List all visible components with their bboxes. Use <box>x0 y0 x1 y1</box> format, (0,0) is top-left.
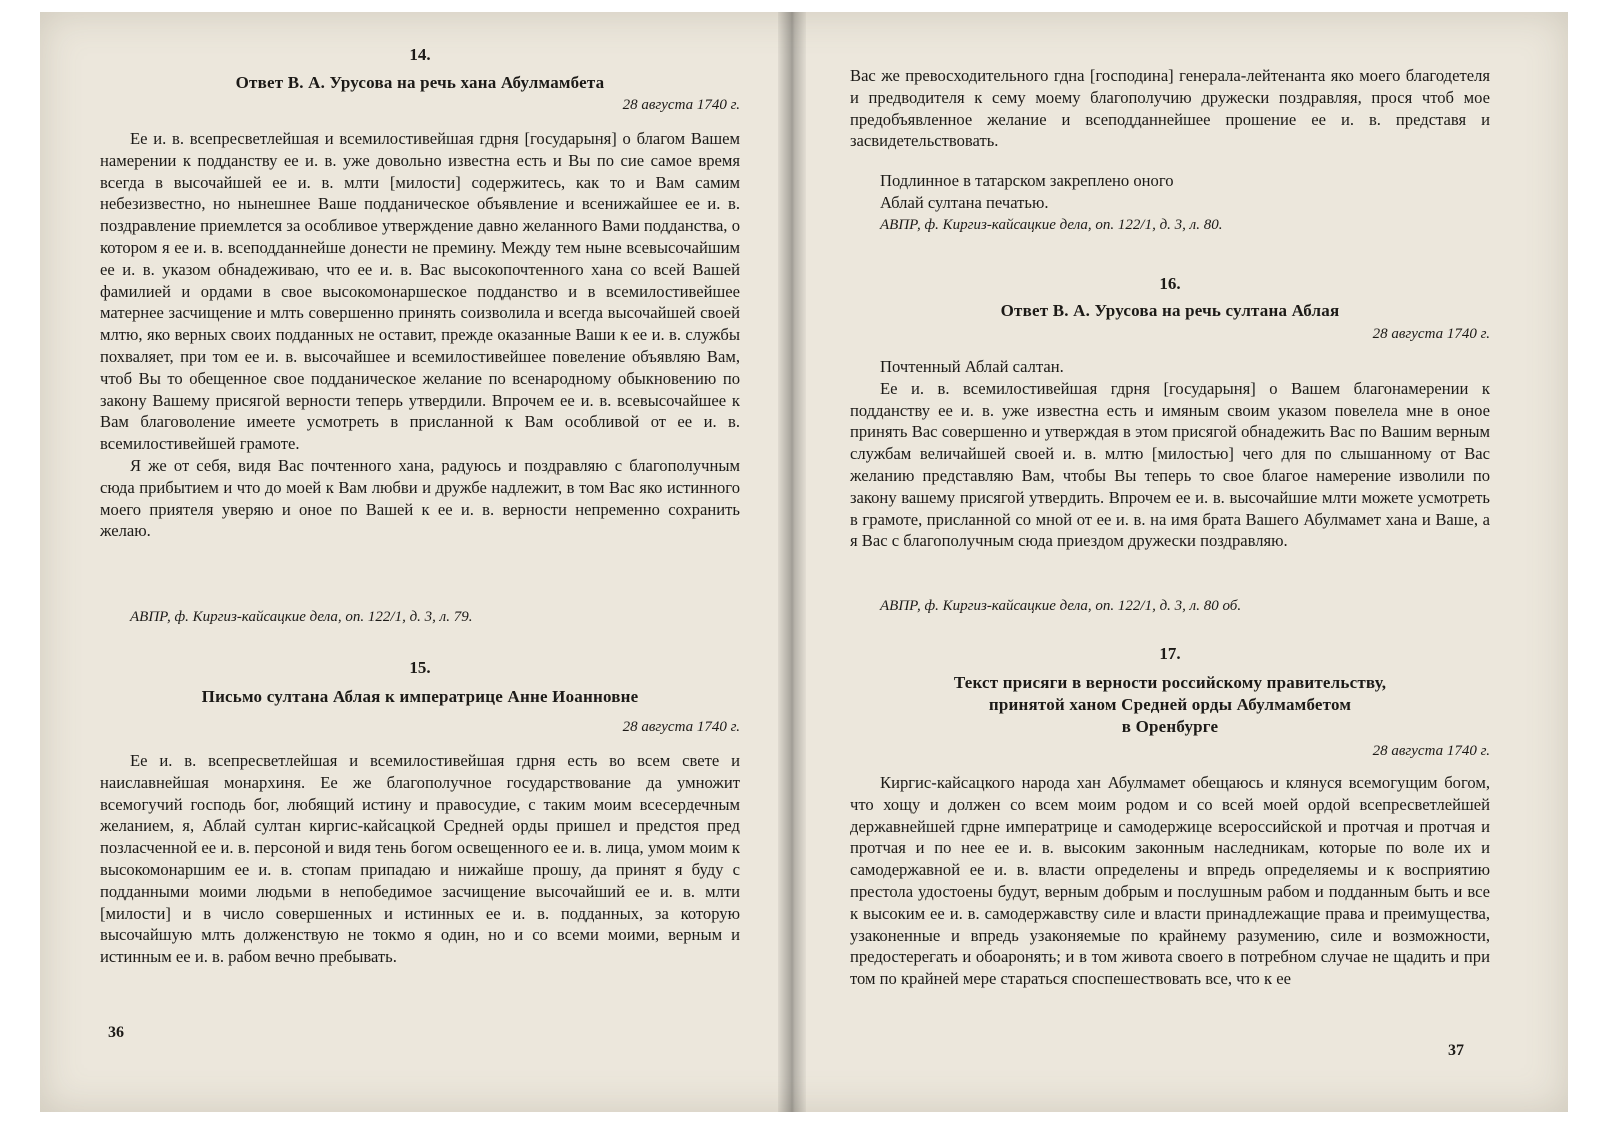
doc14-paragraph-2: Я же от себя, видя Вас почтенного хана, радуюсь и поздравляю с благополучным сюда прибытием и что до моей к Вам любви и дружбе надлежит, в том Вас яко истинного моего приятеля уверяю и оное по Вашей к ее и. в. верности непременно сохранить желаю. <box>100 455 740 541</box>
doc17-title-line-2: принятой ханом Средней орды Абулмамбетом <box>988 695 1352 714</box>
book-gutter <box>778 12 806 1112</box>
doc15-continuation-paragraph: Вас же превосходительного гдна [господина] генерала-лейтенанта яко моего благодетеля и предводителя к сему моему благополучию дружески поздравляя, прося чтоб мое предобъявленное желание и всеподданнейшее прошение ее и. в. представя и засвидетельствовать. <box>850 66 1490 151</box>
doc15-body <box>100 750 740 968</box>
doc17-title <box>850 672 1490 738</box>
doc17-body <box>850 772 1490 990</box>
doc16-salutation: Почтенный Аблай салтан. <box>880 357 1064 376</box>
page-number-right: 37 <box>1448 1042 1464 1059</box>
doc14-body <box>100 128 740 542</box>
doc14-paragraph-1: Ее и. в. всепресветлейшая и всемилостивейшая гдрня [государыня] о благом Вашем намерении к подданству ее и. в. уже довольно известна есть и Вы по сие самое время всегда в высочайшей ее и. в. млти [милости] содержитесь, как то и Вам самим небезизвестно, но нынешнее Ваше подданическое объявление и всенижайшее ее и. в. поздравление приемлется за особливое утверждение давно желанного Вами подданства, о котором я ее и. в. всеподданнейше донести не премину. Между тем ныне всевысочайшим ее и. в. указом обнадеживаю, что ее и. в. Вас высокопочтенного хана со всей Вашей фамилией и ордами в свое высокомонаршеское подданство и в всемилостивейшее матернее засчищение и млть совершенно принять соизволила и всегда высочайшей своей млтю, яко верных своих подданных не оставит, прежде оказанные Ваши к ее и. в. службы похваляет, при том ее и. в. высочайшее и всемилостивейшее повеление объявляю Вам, чтоб Вы то обещенное свое подданическое желание по всенародному обыкновению по закону Вашему присягой верности теперь утвердили. Впрочем ее и. в. всевысочайшее к Вам благоволение имеете усмотреть в присланной к Вам особливой от ее и. в. всемилостивейшей грамоте. <box>100 129 740 454</box>
seal-note-line-2: Аблай султана печатью. <box>880 192 1049 212</box>
doc15-date: 28 августа 1740 г. <box>622 719 740 735</box>
seal-note-line-1: Подлинное в татарском закреплено оного <box>880 171 1174 190</box>
doc14-number: 14. <box>409 45 431 64</box>
page-number-left: 36 <box>108 1024 124 1041</box>
doc16-source: АВПР, ф. Киргиз-кайсацкие дела, оп. 122/1, д. 3, л. 80 об. <box>880 598 1242 614</box>
doc16-paragraph: Ее и. в. всемилостивейшая гдрня [государыня] о Вашем благонамерении к подданству ее и. в. уже известна есть и имяным своим указом повелела мне в оное принять Вас совершенно и утверждая в этом присягой обнадежить Вас по Вашим верным службам величайшей своей и. в. млтю [милостью] чего для по слышанному от Вас желанию представляю Вам, чтобы Вы теперь то свое благое намерение изволили по закону вашему присягой утвердить. Впрочем ее и. в. высочайшие млти можете усмотреть в грамоте, присланной со мной от ее и. в. на имя брата Вашего Абулмамет хана и Ваше, а я Вас с благополучным сюда приездом дружески поздравляю. <box>850 378 1490 551</box>
doc14-date: 28 августа 1740 г. <box>622 97 740 113</box>
doc17-number: 17. <box>1159 644 1181 663</box>
doc16-body <box>850 356 1490 552</box>
doc16-title: Ответ В. А. Урусова на речь султана Аблая <box>1000 301 1340 320</box>
doc15-title: Письмо султана Аблая к императрице Анне Иоанновне <box>201 687 639 706</box>
doc15-seal-note <box>850 170 1490 214</box>
doc17-date: 28 августа 1740 г. <box>1372 743 1490 759</box>
doc15-continuation <box>850 65 1490 152</box>
doc16-number: 16. <box>1159 274 1181 293</box>
doc15-paragraph-1: Ее и. в. всепресветлейшая и всемилостивейшая гдрня есть во всем свете и наиславнейшая монархиня. Ее же благополучное государствование да умножит всемогучий господь бог, любящий истину и правосудие, с таким моим всесердечным желанием, я, Аблай султан киргис-кайсацкой Средней орды пришел и предстоя пред позласченной ее и. в. персоной и видя тень богом освещенного ее и. в. лица, умом моим к высокомонаршим ее и. в. стопам припадаю и нижайше прошу, да принят я буду с подданными моими людьми в непобедимое засчищение высочайший ее и. в. млти [милости] и в число совершенных и истинных ее и. в. подданных, за которую высочайшую млть долженствую не токмо я один, но и со всеми моими, верным и истинным ее и. в. рабом вечно пребывать. <box>100 751 740 967</box>
doc14-title: Ответ В. А. Урусова на речь хана Абулмамбета <box>235 73 605 92</box>
right-page <box>850 12 1490 1112</box>
doc15-source: АВПР, ф. Киргиз-кайсацкие дела, оп. 122/1, д. 3, л. 80. <box>880 217 1223 233</box>
doc17-paragraph: Киргис-кайсацкого народа хан Абулмамет обещаюсь и клянуся всемогущим богом, что хощу и должен со всем моим родом и со всей моей ордой всепресветлейшей державнейшей гдрне императрице и самодержице всероссийской и протчая и протчая и протчая и по нее ее и. в. высоким законным наследникам, которые по воле их и самодержавной ее и. в. власти определены и впредь определяемы и к восприятию престола удостоены будут, верным добрым и послушным рабом и подданным быть и все к высоким ее и. в. самодержавству силе и власти принадлежащие права и преимущества, узаконенные и впредь узаконяемые по крайнему разумению, силе и возможности, предостерегать и обоaронять; и в том живота своего в потребном случае не щадить и при том по крайней мере стараться споспешествовать все, что к ее <box>850 773 1490 989</box>
left-page <box>100 12 740 1112</box>
doc14-source: АВПР, ф. Киргиз-кайсацкие дела, оп. 122/1, д. 3, л. 79. <box>130 609 473 625</box>
doc16-date: 28 августа 1740 г. <box>1372 326 1490 342</box>
doc15-number: 15. <box>409 658 431 677</box>
doc17-title-line-1: Текст присяги в верности российскому правительству, <box>953 673 1387 692</box>
doc17-title-line-3: в Оренбурге <box>1121 717 1219 736</box>
